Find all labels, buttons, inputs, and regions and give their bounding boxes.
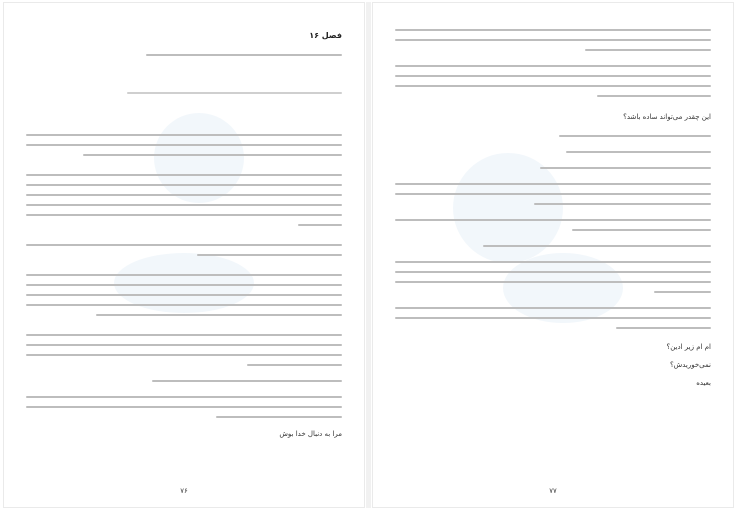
left-page bbox=[3, 2, 365, 508]
paragraph bbox=[26, 334, 342, 366]
paragraph bbox=[395, 135, 711, 137]
paragraph bbox=[26, 134, 342, 156]
dialogue-line: بعیده bbox=[696, 379, 711, 387]
dialogue-line: ام ام زیر ادین؟ bbox=[666, 343, 711, 351]
left-page-content bbox=[26, 25, 342, 481]
page-number: ۷۶ bbox=[180, 487, 188, 495]
paragraph bbox=[395, 65, 711, 97]
book-gutter bbox=[366, 2, 371, 508]
paragraph bbox=[26, 244, 342, 256]
paragraph bbox=[26, 380, 342, 382]
paragraph bbox=[26, 274, 342, 316]
right-page bbox=[372, 2, 734, 508]
right-page-content bbox=[395, 25, 711, 481]
paragraph bbox=[395, 261, 711, 293]
chapter-title: فصل ۱۶ bbox=[309, 31, 342, 40]
chapter-epigraph bbox=[26, 92, 342, 94]
paragraph bbox=[395, 307, 711, 329]
paragraph bbox=[395, 183, 711, 205]
page-number: ۷۷ bbox=[549, 487, 557, 495]
dialogue-line: نمی‌خوریدش؟ bbox=[669, 361, 711, 369]
paragraph bbox=[395, 167, 711, 169]
closing-line: مرا به دنبال خدا بوش bbox=[279, 430, 342, 438]
paragraph bbox=[26, 396, 342, 418]
paragraph bbox=[395, 29, 711, 51]
paragraph bbox=[395, 219, 711, 231]
dialogue-line: این چقدر می‌تواند ساده باشد؟ bbox=[623, 113, 711, 121]
paragraph bbox=[395, 245, 711, 247]
paragraph bbox=[26, 174, 342, 226]
chapter-subtitle bbox=[26, 54, 342, 56]
paragraph bbox=[395, 151, 711, 153]
